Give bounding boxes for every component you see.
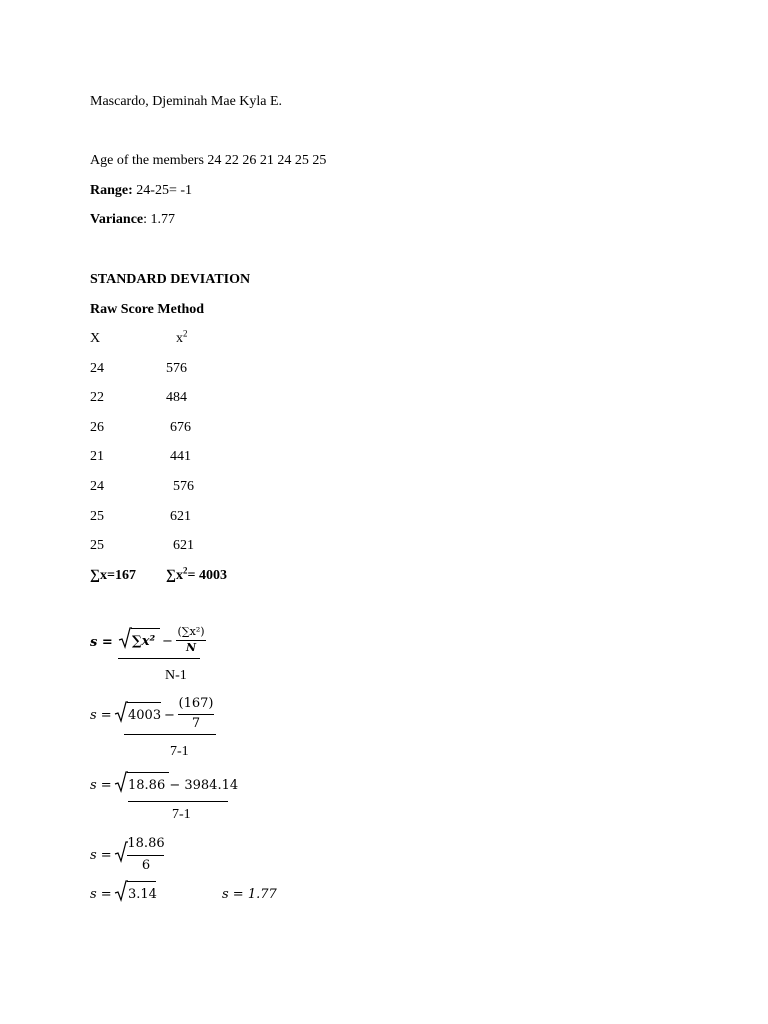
step1-frac-num: (167)	[178, 696, 214, 711]
table-row-x: 24	[90, 361, 104, 376]
radical-sign	[114, 880, 128, 902]
table-header-x: X	[90, 331, 101, 346]
formula-denominator: N-1	[165, 668, 187, 683]
radical-sign	[114, 771, 128, 793]
table-row-x: 26	[90, 420, 104, 435]
step4-result: s = 1.77	[222, 887, 277, 902]
formula-frac-num: (∑x²)	[177, 625, 205, 638]
step2-s-eq: s =	[90, 778, 112, 793]
table-row-x2: 621	[173, 538, 194, 553]
variance-line	[90, 212, 175, 228]
table-header-x2	[176, 328, 188, 347]
step3-frac-num: 18.86	[127, 836, 165, 851]
step1-s-eq: s =	[90, 708, 112, 723]
table-row-x2: 576	[173, 479, 194, 494]
ages-values: 24 22 26 21 24 25 25	[207, 153, 327, 168]
sum-x2	[166, 565, 227, 584]
table-row-x: 24	[90, 479, 104, 494]
table-row-x2: 441	[170, 449, 191, 464]
range-value: 24-25= -1	[136, 183, 193, 198]
step1-minus: −	[164, 708, 175, 723]
author-name: Mascardo, Djeminah Mae Kyla E.	[90, 94, 283, 109]
step1-denominator: 7-1	[170, 744, 189, 759]
sum-x2-exp: 2	[182, 565, 188, 576]
step4-radicand: 3.14	[128, 887, 157, 902]
table-header-x2-base: x	[176, 331, 183, 346]
range-line	[90, 183, 192, 199]
formula-term1: ∑x²	[132, 634, 156, 649]
step2-expr: 18.86 − 3984.14	[128, 778, 239, 793]
table-row-x: 25	[90, 509, 104, 524]
sum-x2-suffix: = 4003	[187, 568, 227, 583]
step4-s-eq: s =	[90, 887, 112, 902]
step2-denominator: 7-1	[172, 807, 191, 822]
formula-s-eq: s =	[90, 635, 113, 650]
ages-line	[90, 153, 326, 169]
table-row-x: 25	[90, 538, 104, 553]
radical-sign	[118, 627, 132, 649]
variance-value: : 1.77	[143, 212, 176, 227]
table-row-x2: 676	[170, 420, 191, 435]
step3-s-eq: s =	[90, 848, 112, 863]
radical-sign	[114, 701, 128, 723]
range-label: Range:	[90, 183, 133, 198]
step1-term1: 4003	[128, 708, 162, 723]
table-header-x2-exp: 2	[183, 328, 188, 339]
formula-frac-den: N	[185, 641, 197, 654]
sum-x2-prefix: ∑x	[166, 568, 183, 583]
table-row-x: 21	[90, 449, 104, 464]
table-row-x2: 484	[166, 390, 187, 405]
variance-label: Variance	[90, 212, 144, 227]
step1-frac-den: 7	[191, 716, 201, 731]
table-row-x2: 576	[166, 361, 187, 376]
step3-frac-den: 6	[141, 858, 151, 873]
ages-label: Age of the members	[90, 153, 204, 168]
table-row-x: 22	[90, 390, 104, 405]
sum-x: ∑x=167	[90, 568, 136, 583]
table-row-x2: 621	[170, 509, 191, 524]
section-subtitle: Raw Score Method	[90, 302, 205, 317]
section-title: STANDARD DEVIATION	[90, 272, 251, 287]
formula-minus: −	[162, 634, 173, 649]
